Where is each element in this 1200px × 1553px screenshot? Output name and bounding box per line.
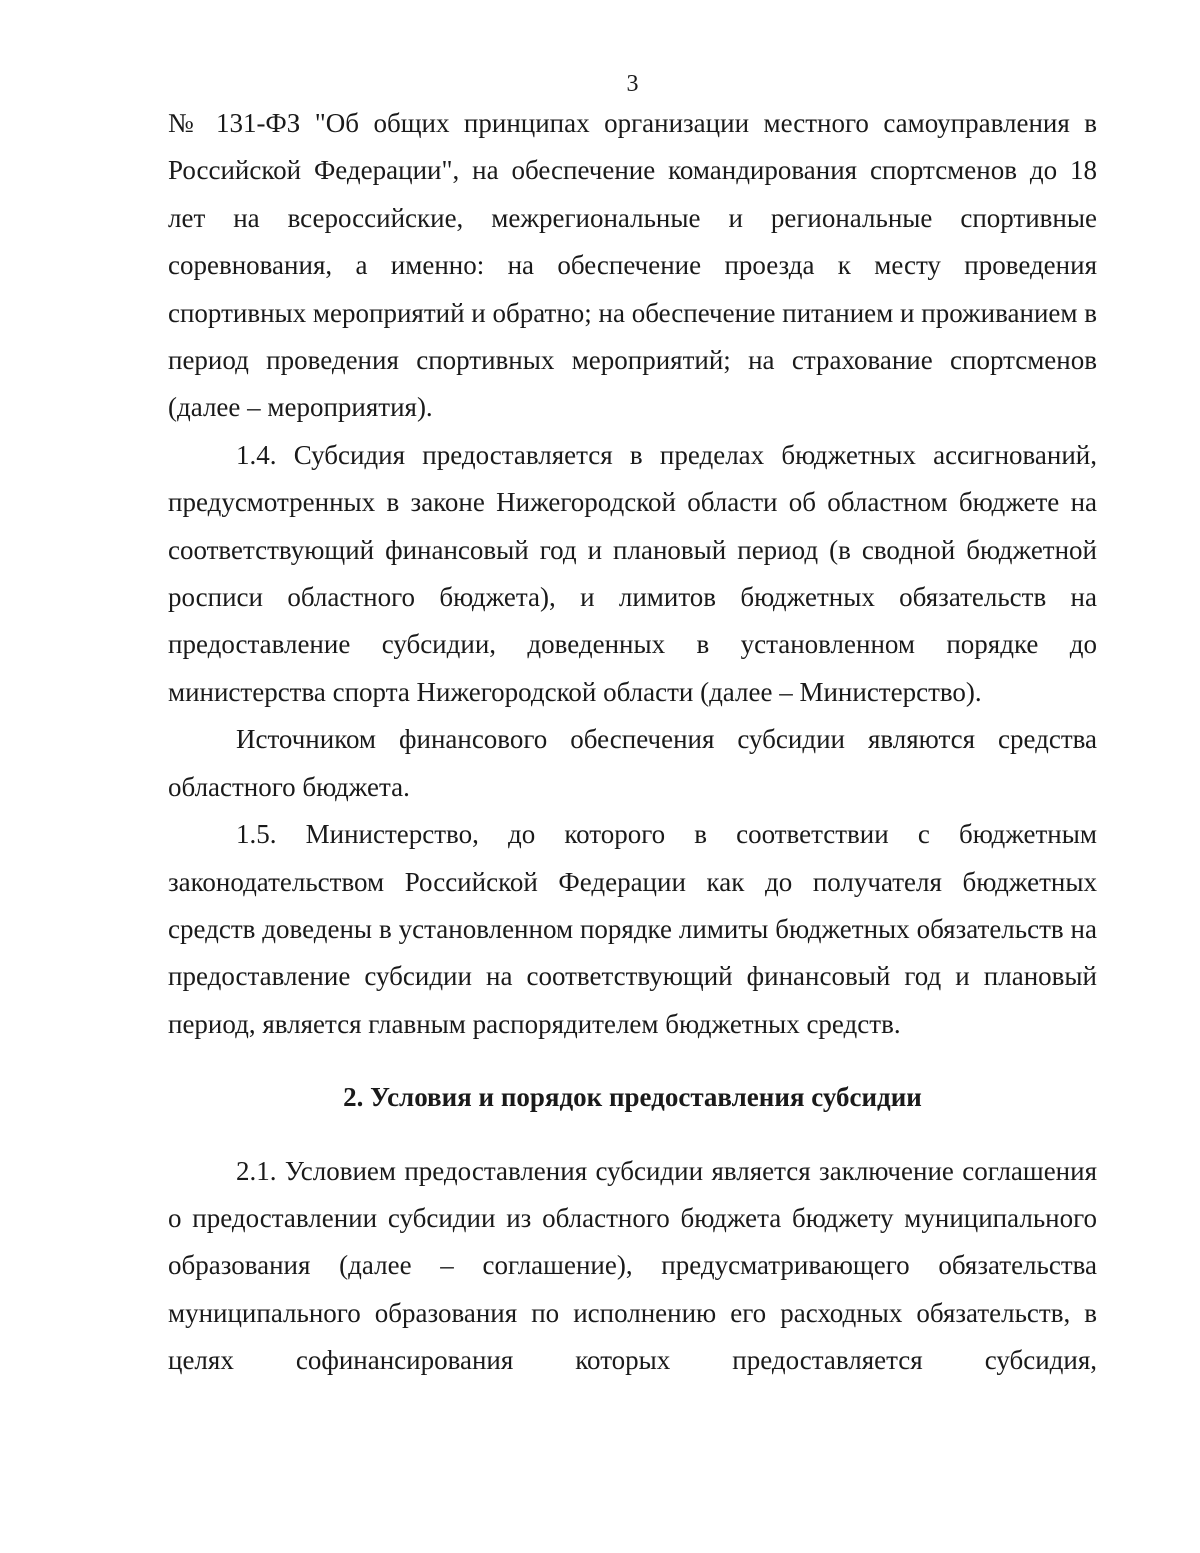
paragraph-continuation: № 131-ФЗ "Об общих принципах организации местного самоуправления в Российской Федерации", на обеспечение командирования спортсменов до 18 лет на всероссийские, межрегиональные и региональные спортивные соревнования, а именно: на обеспечение проезда к месту проведения спортивных мероприятий и обратно; на обеспечение питанием и проживанием в период проведения спортивных мероприятий; на страхование спортсменов (далее – мероприятия). [168,108,1097,423]
paragraph-1-5: 1.5. Министерство, до которого в соответствии с бюджетным законодательством Российской Федерации как до получателя бюджетных средств доведены в установленном порядке лимиты бюджетных обязательств на предоставление субсидии на соответствующий финансовый год и плановый период, является главным распорядителем бюджетных средств. [168,819,1097,1039]
section-heading: 2. Условия и порядок предоставления субсидии [343,1082,922,1113]
document-page [168,70,1097,1385]
page-number: 3 [626,71,639,97]
paragraph-funding-source: Источником финансового обеспечения субсидии являются средства областного бюджета. [168,724,1097,802]
paragraph-1-4: 1.4. Субсидия предоставляется в пределах бюджетных ассигнований, предусмотренных в законе Нижегородской области об областном бюджете на соответствующий финансовый год и плановый период (в сводной бюджетной росписи областного бюджета), и лимитов бюджетных обязательств на предоставление субсидии, доведенных в установленном порядке до министерства спорта Нижегородской области (далее – Министерство). [168,439,1097,707]
paragraph-2-1: 2.1. Условием предоставления субсидии является заключение соглашения о предоставлении субсидии из областного бюджета бюджету муниципального образования (далее – соглашение), предусматривающего обязательства муниципального образования по исполнению его расходных обязательств, в целях софинансирования которых предоставляется субсидия, [168,1155,1097,1376]
